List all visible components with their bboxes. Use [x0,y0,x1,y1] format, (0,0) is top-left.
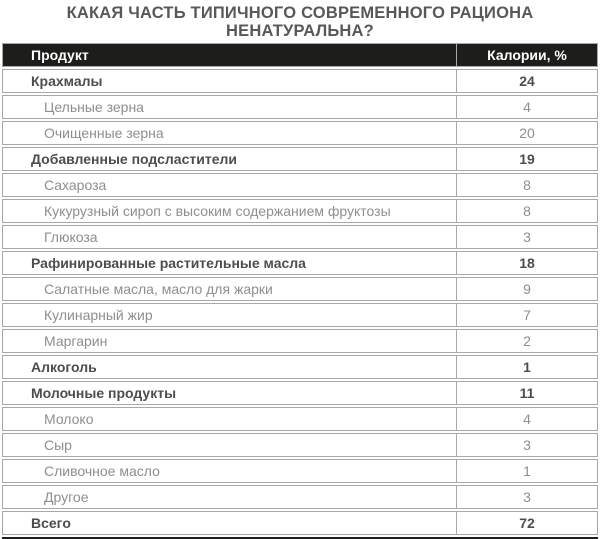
table-row-refined-oils [2,251,598,275]
row-value: 72 [456,511,598,535]
table-row-sucrose [2,173,598,197]
table-row-whole-grains [2,95,598,119]
row-value: 8 [456,173,598,197]
row-label: Добавленные подсластители [2,147,456,171]
table-row-starches [2,69,598,93]
column-header-calories: Калории, % [456,43,598,67]
row-value: 4 [456,95,598,119]
row-label: Глюкоза [2,225,456,249]
row-label: Маргарин [2,329,456,353]
table-row-hfcs [2,199,598,223]
row-value: 3 [456,225,598,249]
row-label: Цельные зерна [2,95,456,119]
row-value: 8 [456,199,598,223]
page-title-line-2: НЕНАТУРАЛЬНА? [226,21,374,40]
row-label: Кулинарный жир [2,303,456,327]
table-row-butter [2,459,598,483]
row-label: Алкоголь [2,355,456,379]
table-row-margarine [2,329,598,353]
row-label: Кукурузный сироп с высоким содержанием фруктозы [2,199,456,223]
row-label: Молочные продукты [2,381,456,405]
row-label: Салатные масла, масло для жарки [2,277,456,301]
diet-composition-table [2,41,598,537]
table-header-row [2,43,598,67]
table-row-cheese [2,433,598,457]
table-row-other [2,485,598,509]
table-row-milk [2,407,598,431]
row-value: 1 [456,459,598,483]
row-value: 3 [456,433,598,457]
row-value: 3 [456,485,598,509]
row-label: Сыр [2,433,456,457]
row-label: Всего [2,511,456,535]
table-row-refined-grains [2,121,598,145]
table-row-dairy [2,381,598,405]
row-value: 4 [456,407,598,431]
row-value: 18 [456,251,598,275]
row-label: Рафинированные растительные масла [2,251,456,275]
page-title-line-1: КАКАЯ ЧАСТЬ ТИПИЧНОГО СОВРЕМЕННОГО РАЦИОНА [66,3,534,22]
row-value: 9 [456,277,598,301]
row-label: Очищенные зерна [2,121,456,145]
row-value: 24 [456,69,598,93]
row-label: Крахмалы [2,69,456,93]
table-row-total [2,511,598,535]
row-label: Молоко [2,407,456,431]
row-value: 7 [456,303,598,327]
page-title [0,0,600,41]
table-row-glucose [2,225,598,249]
row-value: 1 [456,355,598,379]
row-value: 2 [456,329,598,353]
table-row-alcohol [2,355,598,379]
row-value: 19 [456,147,598,171]
table-row-added-sweeteners [2,147,598,171]
row-label: Другое [2,485,456,509]
row-value: 20 [456,121,598,145]
row-label: Сахароза [2,173,456,197]
column-header-product: Продукт [2,43,456,67]
table-row-shortening [2,303,598,327]
row-value: 11 [456,381,598,405]
table-row-salad-oils [2,277,598,301]
row-label: Сливочное масло [2,459,456,483]
